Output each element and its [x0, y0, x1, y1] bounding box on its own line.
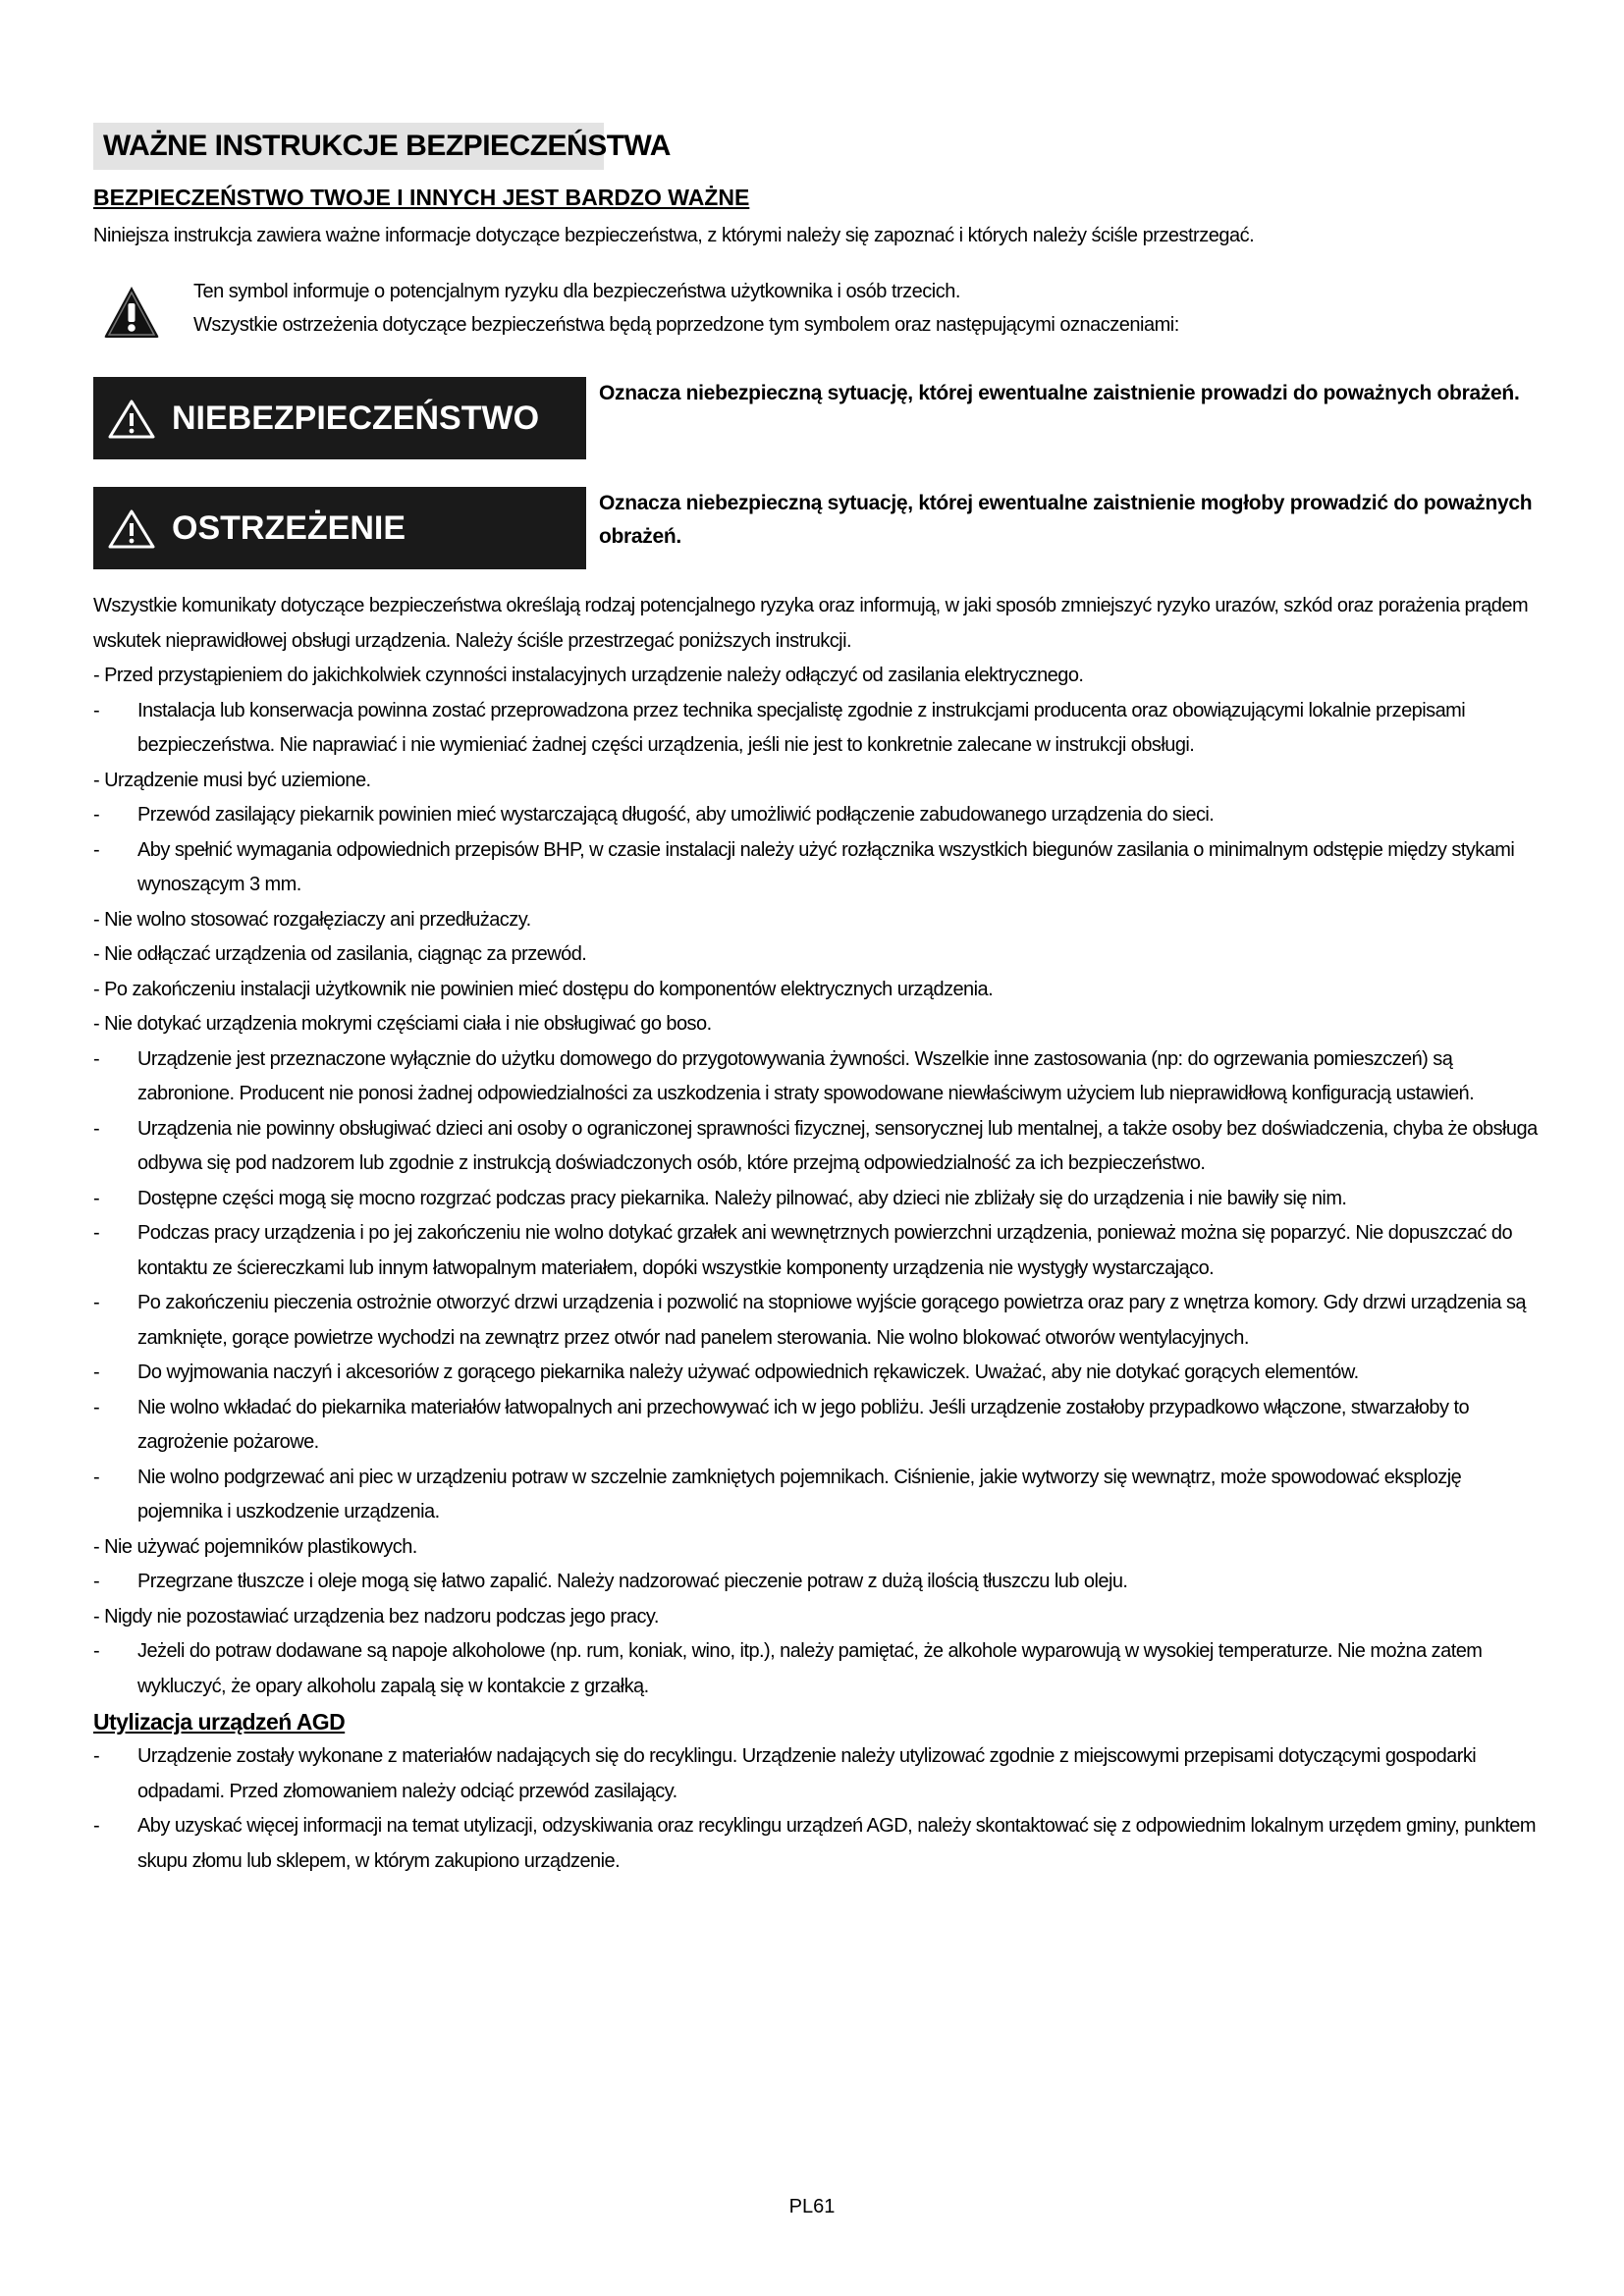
danger-signal-box [93, 377, 586, 459]
list-dash: - [93, 804, 100, 826]
list-item [93, 659, 1546, 694]
list-item [93, 1216, 1546, 1286]
list-item-text: Urządzenie jest przeznaczone wyłącznie do użytku domowego do przygotowywania żywności. Wszelkie inne zastosowania (np: do ogrzewania pomieszczeń) są zabronione. Producent nie ponosi żadnej odpowiedzialności za uszkodzenia i straty spowodowane niewłaściwym użyciem lub nieprawidłową konfiguracją ustawień. [137, 1047, 1475, 1104]
list-item [93, 973, 1546, 1008]
list-dash: - [93, 1187, 100, 1209]
symbol-line: Ten symbol informuje o potencjalnym ryzyku dla bezpieczeństwa użytkownika i osób trzecich. [193, 281, 960, 302]
list-item-text: Nie wolno podgrzewać ani piec w urządzeniu potraw w szczelnie zamkniętych pojemnikach. Ciśnienie, jakie wytworzy się wewnątrz, może spowodować eksplozję pojemnika i uszkodzenie urządzenia. [137, 1466, 1462, 1522]
sub-heading: BEZPIECZEŃSTWO TWOJE I INNYCH JEST BARDZO WAŻNE [93, 185, 750, 210]
list-dash: - [93, 1571, 100, 1592]
list-item-text: Jeżeli do potraw dodawane są napoje alkoholowe (np. rum, koniak, wino, itp.), należy pamiętać, że alkohole wyparowują w wysokiej temperaturze. Nie można zatem wykluczyć, że opary alkoholu zapalą się w kontakcie z grzałką. [137, 1640, 1483, 1697]
main-heading: WAŻNE INSTRUKCJE BEZPIECZEŃSTWA [93, 123, 604, 170]
list-item [93, 903, 1546, 938]
list-item-text: - Nie dotykać urządzenia mokrymi częściami ciała i nie obsługiwać go boso. [93, 1013, 712, 1035]
signal-description-warning: Oznacza niebezpieczną sytuację, której ewentualne zaistnienie mogłoby prowadzić do poważnych obrażeń. [599, 492, 1533, 548]
list-item-text: Instalacja lub konserwacja powinna zostać przeprowadzona przez technika specjalistę zgodnie z instrukcjami producenta oraz obowiązującymi lokalnie przepisami bezpieczeństwa. Nie naprawiać i nie wymieniać żadnej części urządzenia, jeśli nie jest to konkretnie zalecane w instrukcji obsługi. [137, 699, 1466, 756]
list-item [93, 1007, 1546, 1042]
signal-word-warning: OSTRZEŻENIE [172, 509, 406, 547]
warning-triangle-icon [103, 285, 160, 340]
list-item-text: Urządzenia nie powinny obsługiwać dzieci ani osoby o ograniczonej sprawności fizycznej, sensorycznej lub mentalnej, a także osoby bez doświadczenia, chyba że obsługa odbywa się pod nadzorem lub zgodnie z instrukcją doświadczonych osób, które przejmą odpowiedzialność za ich bezpieczeństwo. [137, 1117, 1538, 1174]
list-dash: - [93, 1745, 100, 1767]
list-item [93, 1112, 1546, 1182]
warning-signal-row [93, 487, 1546, 569]
list-item [93, 1634, 1546, 1704]
list-item [93, 1530, 1546, 1566]
list-dash: - [93, 699, 100, 721]
list-item-text: Aby uzyskać więcej informacji na temat utylizacji, odzyskiwania oraz recyklingu urządzeń AGD, należy skontaktować się z odpowiednim lokalnym urzędem gminy, punktem skupu złomu lub sklepem, w którym zakupiono urządzenie. [137, 1815, 1536, 1872]
disposal-list [93, 1739, 1546, 1879]
list-item-text: Po zakończeniu pieczenia ostrożnie otworzyć drzwi urządzenia i pozwolić na stopniowe wyjście gorącego powietrza oraz pary z wnętrza komory. Gdy drzwi urządzenia są zamknięte, gorące powietrze wychodzi na zewnątrz przez otwór nad panelem sterowania. Nie wolno blokować otworów wentylacyjnych. [137, 1292, 1527, 1349]
list-dash: - [93, 1466, 100, 1488]
warning-outline-icon [107, 399, 156, 440]
list-dash: - [93, 1815, 100, 1837]
list-item-text: Podczas pracy urządzenia i po jej zakończeniu nie wolno dotykać grzałek ani wewnętrznych powierzchni urządzenia, ponieważ można się poparzyć. Nie dopuszczać do kontaktu ze ściereczkami lub innym łatwopalnym materiałem, dopóki wszystkie komponenty urządzenia nie wystygły wystarczająco. [137, 1222, 1513, 1279]
list-item [93, 1286, 1546, 1356]
list-dash: - [93, 838, 100, 861]
general-paragraph: Wszystkie komunikaty dotyczące bezpieczeństwa określają rodzaj potencjalnego ryzyka oraz informują, w jaki sposób zmniejszyć ryzyko urazów, szkód oraz porażenia prądem wskutek nieprawidłowej obsługi urządzenia. Należy ściśle przestrzegać poniższych instrukcji. [93, 595, 1529, 652]
danger-signal-row [93, 377, 1546, 459]
signal-word-danger: NIEBEZPIECZEŃSTWO [172, 400, 540, 437]
list-item [93, 1739, 1546, 1809]
list-item [93, 1042, 1546, 1112]
list-item [93, 1600, 1546, 1635]
symbol-line: Wszystkie ostrzeżenia dotyczące bezpieczeństwa będą poprzedzone tym symbolem oraz następującymi oznaczeniami: [193, 314, 1179, 336]
list-item-text: - Urządzenie musi być uziemione. [93, 769, 371, 791]
list-dash: - [93, 1117, 100, 1140]
list-item [93, 1182, 1546, 1217]
list-item [93, 833, 1546, 903]
page-number: PL61 [788, 2196, 836, 2217]
list-item-text: - Nie wolno stosować rozgałęziaczy ani przedłużaczy. [93, 908, 531, 931]
list-item [93, 1356, 1546, 1391]
list-item [93, 1461, 1546, 1530]
list-item [93, 694, 1546, 764]
list-item-text: Przewód zasilający piekarnik powinien mieć wystarczającą długość, aby umożliwić podłączenie zabudowanego urządzenia do sieci. [137, 804, 1215, 826]
list-item [93, 798, 1546, 833]
list-item-text: - Przed przystąpieniem do jakichkolwiek czynności instalacyjnych urządzenie należy odłączyć od zasilania elektrycznego. [93, 665, 1084, 686]
list-item [93, 1391, 1546, 1461]
list-dash: - [93, 1047, 100, 1070]
list-item-text: Nie wolno wkładać do piekarnika materiałów łatwopalnych ani przechowywać ich w jego pobliżu. Jeśli urządzenie zostałoby przypadkowo włączone, stwarzałoby to zagrożenie pożarowe. [137, 1396, 1470, 1453]
list-item-text: Dostępne części mogą się mocno rozgrzać podczas pracy piekarnika. Należy pilnować, aby dzieci nie zbliżały się do urządzenia i nie bawiły się nim. [137, 1187, 1347, 1209]
disposal-heading: Utylizacja urządzeń AGD [93, 1709, 346, 1735]
list-item-text: Urządzenie zostały wykonane z materiałów nadających się do recyklingu. Urządzenie należy utylizować zgodnie z miejscowymi przepisami dotyczącymi gospodarki odpadami. Przed złomowaniem należy odciąć przewód zasilający. [137, 1745, 1477, 1802]
list-dash: - [93, 1292, 100, 1313]
list-dash: - [93, 1396, 100, 1418]
intro-text: Niniejsza instrukcja zawiera ważne informacje dotyczące bezpieczeństwa, z którymi należy się zapoznać i których należy ściśle przestrzegać. [93, 225, 1255, 246]
safety-list [93, 659, 1546, 1704]
list-item [93, 764, 1546, 799]
list-item-text: Aby spełnić wymagania odpowiednich przepisów BHP, w czasie instalacji należy użyć rozłącznika wszystkich biegunów zasilania o minimalnym odstępie między stykami wynoszącym 3 mm. [137, 838, 1515, 895]
list-item [93, 1809, 1546, 1879]
list-item [93, 1565, 1546, 1600]
list-item-text: - Nigdy nie pozostawiać urządzenia bez nadzoru podczas jego pracy. [93, 1605, 659, 1628]
safety-instructions [93, 589, 1546, 1879]
signal-description-danger: Oznacza niebezpieczną sytuację, której ewentualne zaistnienie prowadzi do poważnych obrażeń. [599, 382, 1520, 404]
symbol-explanation [103, 273, 1478, 351]
warning-outline-icon [107, 508, 156, 550]
list-item [93, 937, 1546, 973]
list-item-text: - Nie używać pojemników plastikowych. [93, 1535, 417, 1558]
list-item-text: Przegrzane tłuszcze i oleje mogą się łatwo zapalić. Należy nadzorować pieczenie potraw z dużą ilością tłuszczu lub oleju. [137, 1571, 1128, 1592]
symbol-text [193, 275, 1179, 342]
list-dash: - [93, 1222, 100, 1244]
list-dash: - [93, 1362, 100, 1383]
list-dash: - [93, 1640, 100, 1662]
list-item-text: - Po zakończeniu instalacji użytkownik nie powinien mieć dostępu do komponentów elektrycznych urządzenia. [93, 978, 994, 1000]
warning-signal-box [93, 487, 586, 569]
list-item-text: Do wyjmowania naczyń i akcesoriów z gorącego piekarnika należy używać odpowiednich rękawiczek. Uważać, aby nie dotykać gorących elementów. [137, 1362, 1359, 1383]
list-item-text: - Nie odłączać urządzenia od zasilania, ciągnąc za przewód. [93, 943, 587, 965]
